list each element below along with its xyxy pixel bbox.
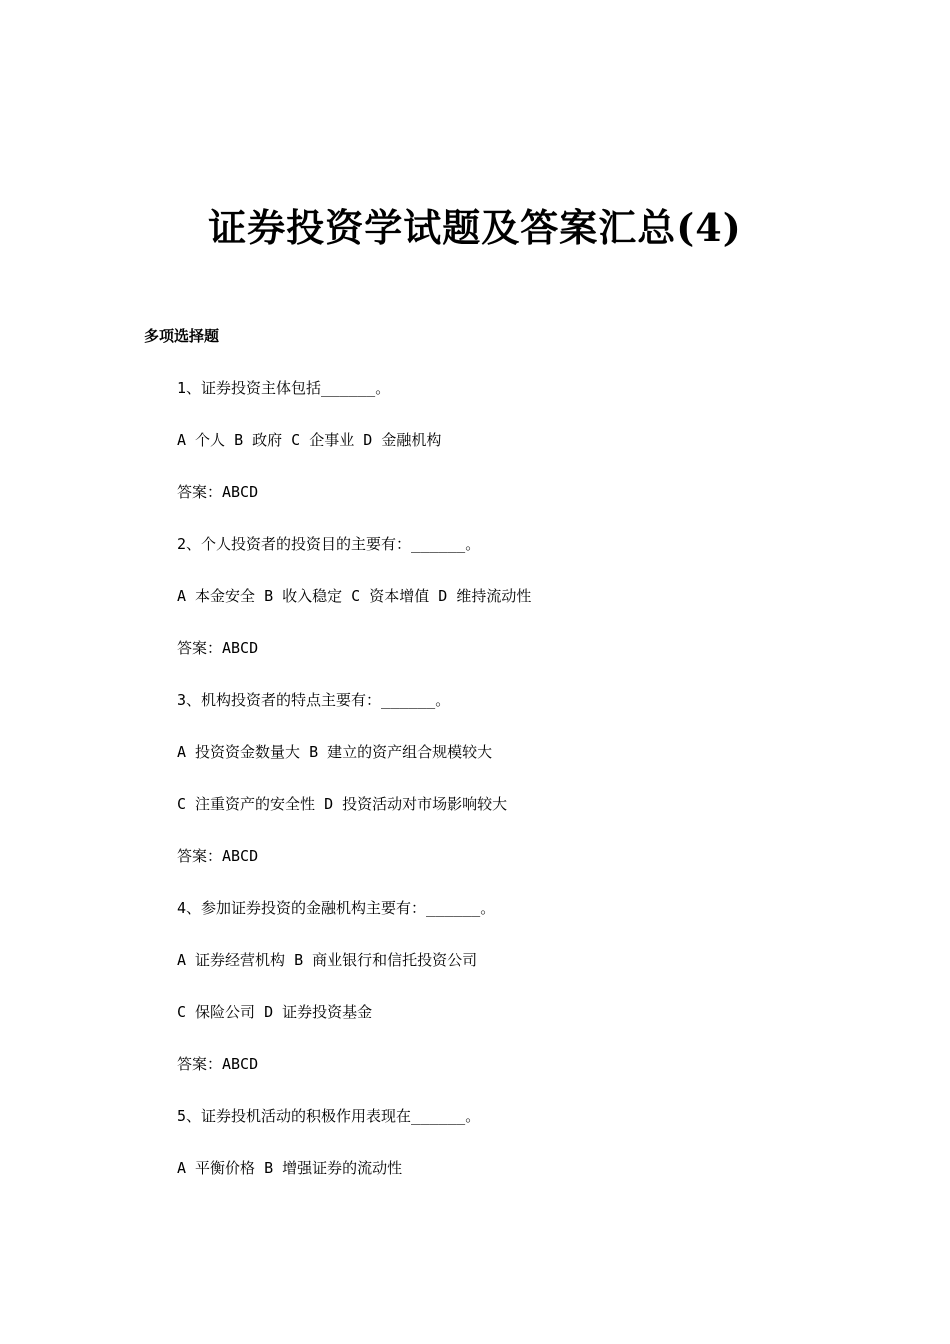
section-heading: 多项选择题 <box>144 327 220 345</box>
question-2-text: 2、个人投资者的投资目的主要有：______。 <box>177 535 481 553</box>
question-4-options-ab: A 证券经营机构 B 商业银行和信托投资公司 <box>177 951 478 969</box>
question-1-text: 1、证券投资主体包括______。 <box>177 379 391 397</box>
question-3-options-ab: A 投资资金数量大 B 建立的资产组合规模较大 <box>177 743 493 761</box>
question-4-text: 4、参加证券投资的金融机构主要有：______。 <box>177 899 496 917</box>
question-1-answer: 答案：ABCD <box>177 483 259 501</box>
question-3-text: 3、机构投资者的特点主要有：______。 <box>177 691 451 709</box>
question-2-answer: 答案：ABCD <box>177 639 259 657</box>
question-2-options: A 本金安全 B 收入稳定 C 资本增值 D 维持流动性 <box>177 587 532 605</box>
question-3-answer: 答案：ABCD <box>177 847 259 865</box>
question-5-options-ab: A 平衡价格 B 增强证券的流动性 <box>177 1159 403 1177</box>
question-5-text: 5、证券投机活动的积极作用表现在______。 <box>177 1107 481 1125</box>
question-4-options-cd: C 保险公司 D 证券投资基金 <box>177 1003 373 1021</box>
question-3-options-cd: C 注重资产的安全性 D 投资活动对市场影响较大 <box>177 795 508 813</box>
question-1-options: A 个人 B 政府 C 企事业 D 金融机构 <box>177 431 442 449</box>
question-4-answer: 答案：ABCD <box>177 1055 259 1073</box>
document-title: 证券投资学试题及答案汇总(4) <box>208 205 742 250</box>
